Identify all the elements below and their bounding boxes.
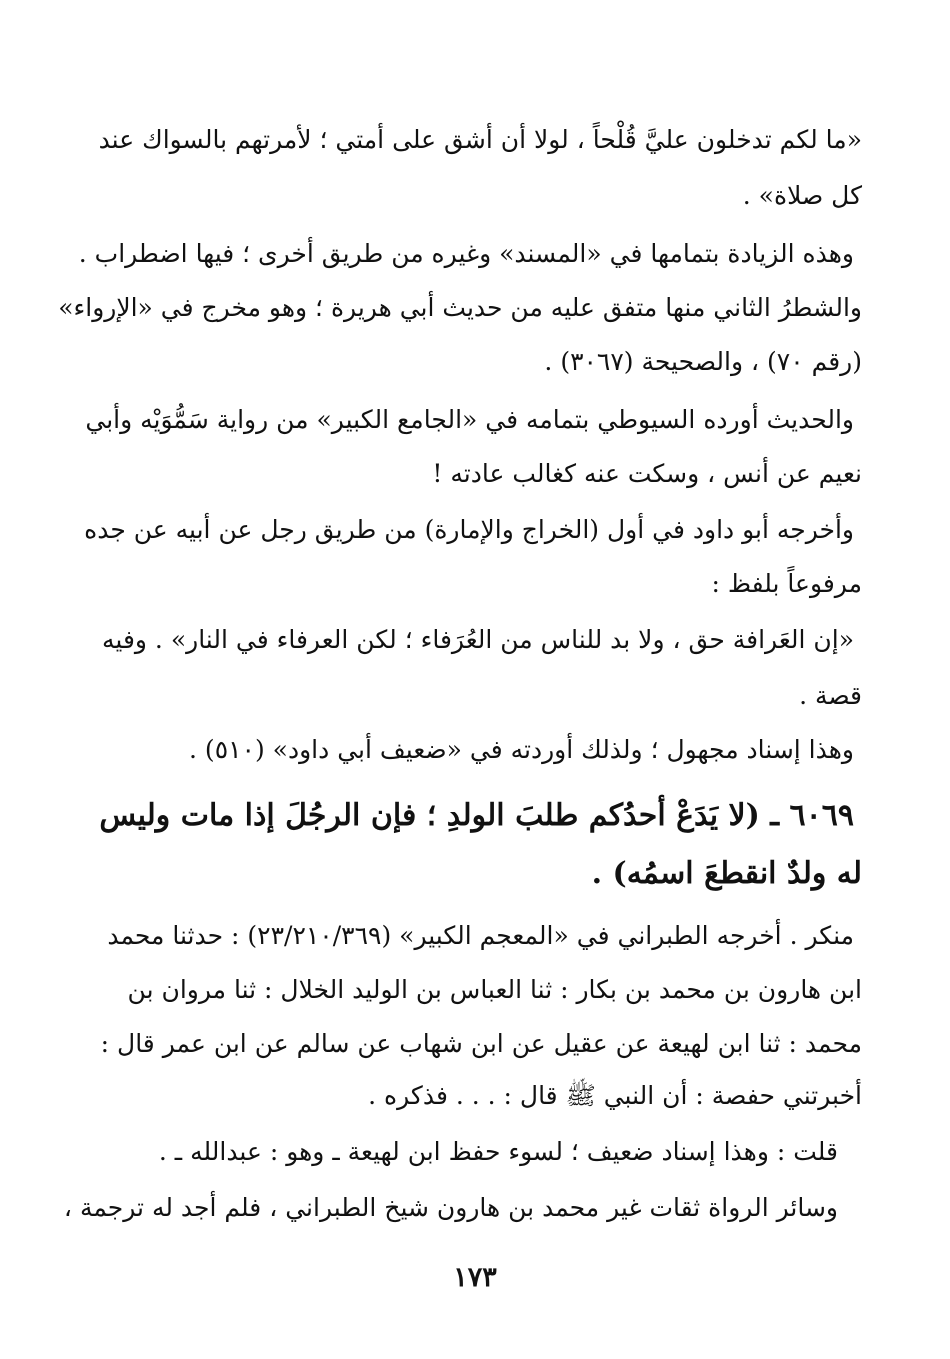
text-line: وسائر الرواة ثقات غير محمد بن هارون شيخ الطبراني ، فلم أجد له ترجمة ،	[63, 1193, 838, 1222]
text-line: والحديث أورده السيوطي بتمامه في «الجامع الكبير» من رواية سَمُّوَيْه وأبي	[85, 405, 854, 434]
text-line: محمد : ثنا ابن لهيعة عن عقيل عن ابن شهاب عن سالم عن ابن عمر قال :	[100, 1029, 862, 1058]
hadith-heading-line: له ولدٌ انقطعَ اسمُه) .	[591, 856, 862, 891]
text-line: كل صلاة» .	[742, 181, 862, 210]
text-line: أخبرتني حفصة : أن النبي ﷺ قال : . . . فذكره .	[368, 1081, 862, 1110]
text-line: وهذه الزيادة بتمامها في «المسند» وغيره من طريق أخرى ؛ فيها اضطراب .	[78, 239, 854, 268]
page-number: ١٧٣	[453, 1262, 497, 1293]
text-line: ابن هارون بن محمد بن بكار : ثنا العباس بن الوليد الخلال : ثنا مروان بن	[127, 975, 862, 1004]
text-line: نعيم عن أنس ، وسكت عنه كغالب عادته !	[432, 459, 862, 488]
text-line: قلت : وهذا إسناد ضعيف ؛ لسوء حفظ ابن لهيعة ـ وهو : عبدالله ـ .	[158, 1137, 838, 1166]
text-line: «إن العَرافة حق ، ولا بد للناس من العُرَفاء ؛ لكن العرفاء في النار» . وفيه	[102, 625, 854, 654]
text-line: منكر . أخرجه الطبراني في «المعجم الكبير» (٢٣/٢١٠/٣٦٩) : حدثنا محمد	[107, 921, 854, 950]
text-line: قصة .	[799, 681, 862, 710]
text-line: وهذا إسناد مجهول ؛ ولذلك أوردته في «ضعيف أبي داود» (٥١٠) .	[189, 735, 854, 764]
text-line: (رقم ٧٠) ، والصحيحة (٣٠٦٧) .	[544, 347, 862, 376]
text-line: والشطرُ الثاني منها متفق عليه من حديث أبي هريرة ؛ وهو مخرج في «الإرواء»	[58, 293, 862, 322]
text-line: «ما لكم تدخلون عليَّ قُلْحاً ، لولا أن أشق على أمتي ؛ لأمرتهم بالسواك عند	[98, 125, 862, 154]
text-line: وأخرجه أبو داود في أول (الخراج والإمارة) من طريق رجل عن أبيه عن جده	[84, 515, 854, 544]
hadith-heading-line: ٦٠٦٩ ـ (لا يَدَعْ أحدُكم طلبَ الولدِ ؛ فإن الرجُلَ إذا مات وليس	[99, 798, 854, 833]
text-line: مرفوعاً بلفظ :	[711, 569, 862, 598]
body-text	[58, 0, 862, 1359]
